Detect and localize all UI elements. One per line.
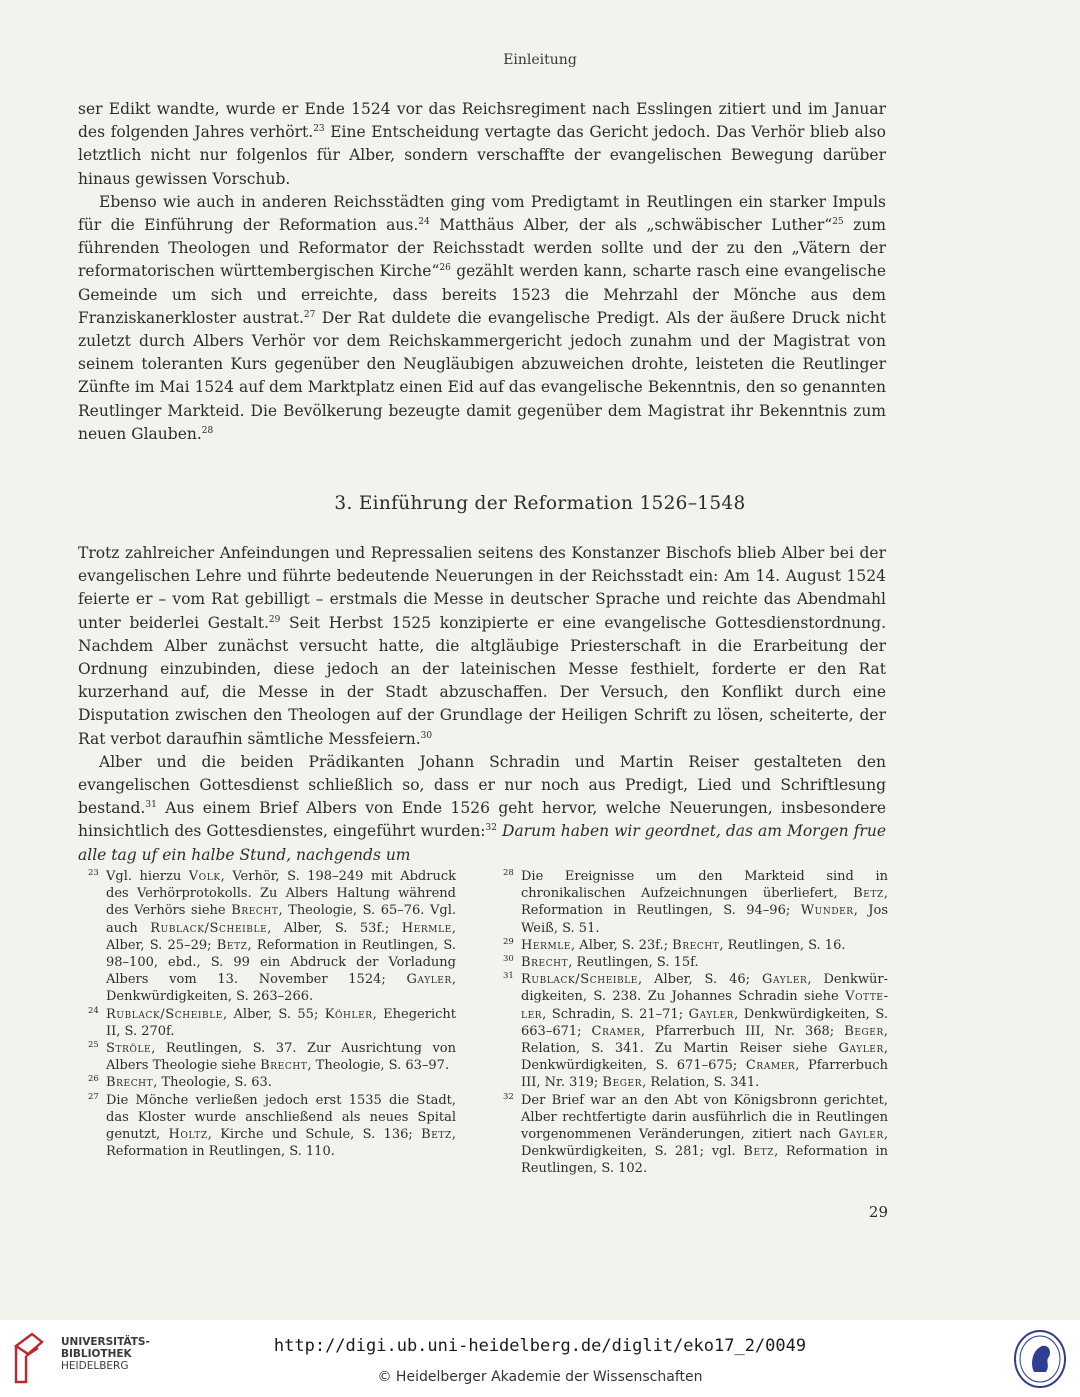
footnote-ref[interactable]: 28 <box>201 425 214 436</box>
footnote-ref[interactable]: 32 <box>485 823 497 834</box>
footnote-32: 32 Der Brief war an den Abt von Königsbronn gerichtet, Alber rechtfertigte darin ausführlich die in Reutlingen vorgenommenen Veränderungen, zitiert nach Gayler, Denkwürdigkeiten, S. 281; vgl. Betz, Reformation in Reutlingen, S. 102. <box>503 1091 888 1177</box>
footnote-ref[interactable]: 31 <box>145 800 157 811</box>
paragraph: Ebenso wie auch in anderen Reichsstädten ging vom Predigtamt in Reutlingen ein starker Impuls für die Einführung der Reformation aus.$^{24}$ Matthäus Alber, der als „schwäbischer Luther“$^{25}$ zum führenden Theologen und Reformator der Reichsstadt werden sollte und der zu den „Vätern der reformatorischen württembergischen Kirche“$^{26}$ gezählt werden kann, scharte rasch eine evangelische Gemeinde um sich und erreichte, dass bereits 1523 die Mehrzahl der Mönche aus dem Franziskanerkloster austrat.$^{27}$ Der Rat duldete die evangelische Predigt. Als der äußere Druck nicht zuletzt durch Albers Verhör vor dem Reichskammergericht jedoch zunahm und der Magistrat von seinem toleranten Kurs gegenüber den Neugläubigen abzuweichen drohte, leisteten die Reutlinger Zünfte im Mai 1524 auf dem Marktplatz einen Eid auf das evangelische Bekenntnis, den so genannten Reutlinger Markteid. Die Bevölkerung bezeugte damit gegenüber dem Magistrat ihr Bekenntnis zum neuen Glauben.$^{28}$ <box>78 192 886 443</box>
paragraph: Alber und die beiden Prädikanten Johann Schradin und Martin Reiser gestalteten den evangelischen Gottesdienst schließlich so, dass er nur noch aus Predigt, Lied und Schriftlesung bestand.$^{31}$ Aus einem Brief Albers von Ende 1526 geht hervor, welche Neuerungen, insbesondere hinsichtlich des Gottesdienstes, eingeführt wurden:$^{32}$ Darum haben wir geordnet, das am Morgen frue alle tag uf ein halbe Stund, nachgends um <box>78 752 886 864</box>
footnote-ref[interactable]: 30 <box>420 730 433 741</box>
academy-seal-icon[interactable] <box>1012 1328 1068 1390</box>
footnote-31: 31 Rublack/Scheible, Alber, S. 46; Gayler, Denkwürdigkeiten, S. 238. Zu Johannes Schradin siehe Votteler, Schradin, S. 21–71; Gayler, Denkwürdigkeiten, S. 663–671; Cramer, Pfarrerbuch III, Nr. 368; Beger, Relation, S. 341. Zu Martin Reiser siehe Gayler, Denkwürdigkeiten, S. 671–675; Cramer, Pfarrerbuch III, Nr. 319; Beger, Relation, S. 341. <box>503 971 888 1091</box>
body-text-block-1 <box>78 98 886 446</box>
footnote-24: 24 Rublack/Scheible, Alber, S. 55; Köhler, Ehegericht II, S. 270f. <box>88 1005 456 1039</box>
running-head: Einleitung <box>503 52 577 68</box>
footnote-ref[interactable]: 29 <box>268 614 281 625</box>
footnote-ref[interactable]: 25 <box>832 217 844 228</box>
section-heading: 3. Einführung der Reformation 1526–1548 <box>334 493 746 514</box>
footnotes-left-column <box>88 868 456 1160</box>
footnote-30: 30 Brecht, Reutlingen, S. 15f. <box>503 954 699 971</box>
institution-name: UNIVERSITÄTS- BIBLIOTHEK HEIDELBERG <box>61 1336 150 1372</box>
copyright-notice: © Heidelberger Akademie der Wissenschaften <box>377 1369 703 1385</box>
footnotes-right-column <box>503 868 888 1178</box>
footnote-ref[interactable]: 27 <box>303 309 316 320</box>
quotation: Darum haben wir geordnet, das am Morgen frue alle tag uf ein halbe Stund, nachgends um <box>78 822 886 864</box>
permalink-url[interactable]: http://digi.ub.uni-heidelberg.de/diglit/eko17_2/0049 <box>273 1336 807 1356</box>
footnote-23: 23 Vgl. hierzu Volk, Verhör, S. 198–249 mit Abdruck des Verhörprotokolls. Zu Albers Haltung während des Verhörs siehe Brecht, Theologie, S. 65–76. Vgl. auch Rublack/Scheible, Alber, S. 53f.; Hermle, Alber, S. 25–29; Betz, Reformation in Reutlingen, S. 98–100, ebd., S. 99 ein Abdruck der Vorladung Albers vom 13. November 1524; Gayler, Denkwürdigkeiten, S. 263–266. <box>88 868 457 1005</box>
footnote-29: 29 Hermle, Alber, S. 23f.; Brecht, Reutlingen, S. 16. <box>503 936 846 953</box>
footnote-26: 26 Brecht, Theologie, S. 63. <box>88 1074 272 1091</box>
footnote-28: 28 Die Ereignisse um den Markteid sind in chronikalischen Aufzeichnungen überliefert, Betz, Reformation in Reutlingen, S. 94–96; Wunder, Jos Weiß, S. 51. <box>503 868 888 936</box>
footnote-27: 27 Die Mönche verließen jedoch erst 1535 die Stadt, das Kloster wurde anschließend als neues Spital genutzt, Holtz, Kirche und Schule, S. 136; Betz, Reformation in Reutlingen, S. 110. <box>88 1091 456 1160</box>
footnote-ref[interactable]: 26 <box>439 263 451 274</box>
page-number: 29 <box>868 1203 888 1221</box>
body-text-block-2 <box>78 542 886 867</box>
footnote-ref[interactable]: 24 <box>418 217 430 228</box>
paragraph: ser Edikt wandte, wurde er Ende 1524 vor das Reichsregiment nach Esslingen zitiert und im Januar des folgenden Jahres verhört.$^{23}$ Eine Entscheidung vertagte das Gericht jedoch. Das Verhör blieb also letztlich nicht nur folgenlos für Alber, sondern verschaffte der evangelischen Bewegung darüber hinaus gewissen Vorschub. <box>78 100 886 188</box>
footer-bar <box>0 1320 1080 1397</box>
footnote-25: 25 Ströle, Reutlingen, S. 37. Zur Ausrichtung von Albers Theologie siehe Brecht, Theologie, S. 63–97. <box>88 1040 456 1074</box>
footnote-ref[interactable]: 23 <box>313 124 325 135</box>
paragraph: Trotz zahlreicher Anfeindungen und Repressalien seitens des Konstanzer Bischofs blieb Alber bei der evangelischen Lehre und führte bedeutende Neuerungen in der Reichsstadt ein: Am 14. August 1524 feierte er – vom Rat gebilligt – erstmals die Messe in deutscher Sprache und reichte das Abendmahl unter beiderlei Gestalt.$^{29}$ Seit Herbst 1525 konzipierte er eine evangelische Gottesdienstordnung. Nachdem Alber zunächst versucht hatte, die altgläubige Priesterschaft in die Erarbeitung der Ordnung einzubinden, diese jedoch an der lateinischen Messe festhielt, forderte er den Rat kurzerhand auf, die Messe in der Stadt abzuschaffen. Der Versuch, den Konflikt durch eine Disputation zwischen den Theologen auf der Grundlage der Heiligen Schrift zu lösen, scheiterte, der Rat verbot daraufhin sämtliche Messfeiern.$^{30}$ <box>78 544 886 748</box>
